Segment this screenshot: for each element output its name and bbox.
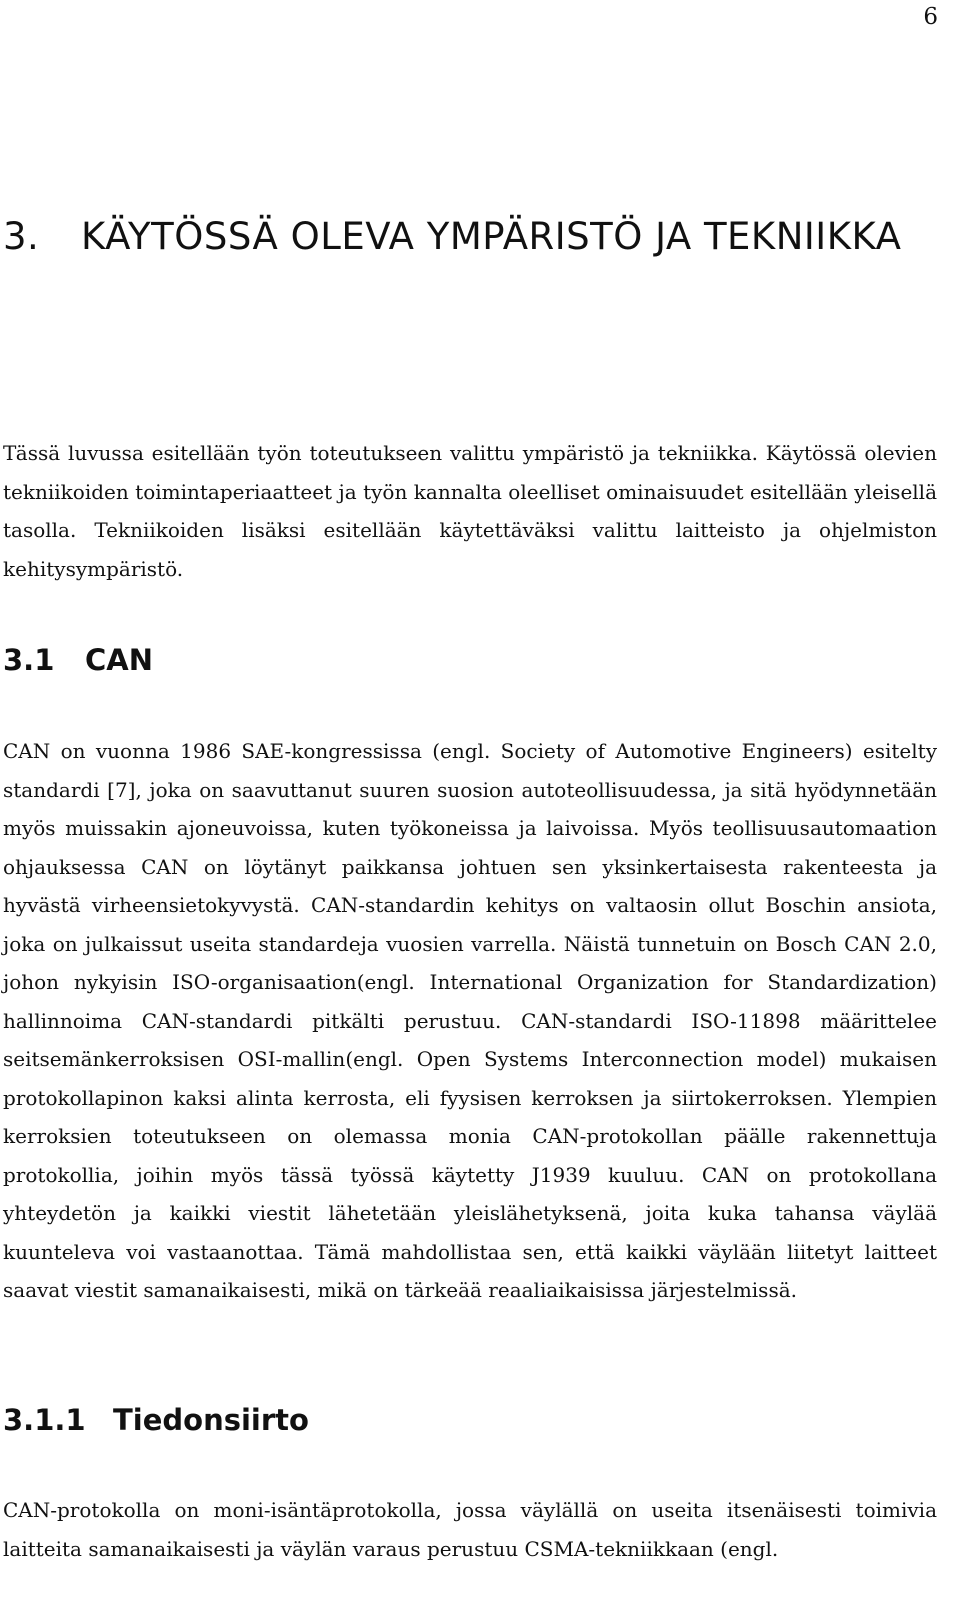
can-paragraph: CAN on vuonna 1986 SAE-kongressissa (engl. Society of Automotive Engineers) esitelty standardi [7], joka on saavuttanut suuren suosion autoteollisuudessa, ja sitä hyödynnetään myös muissakin ajoneuvoissa, kuten työkoneissa ja laivoissa. Myös teollisuusautomaation ohjauksessa CAN on löytänyt paikkansa johtuen sen yksinkertaisesta rakenteesta ja hyvästä virheensietokyvystä. CAN-standardin kehitys on valtaosin ollut Boschin ansiota, joka on julkaissut useita standardeja vuosien varrella. Näistä tunnetuin on Bosch CAN 2.0, johon nykyisin ISO-organisaation(engl. International Organization for Standardization) hallinnoima CAN-standardi pitkälti perustuu. CAN-standardi ISO-11898 määrittelee seitsemänkerroksisen OSI-mallin(engl. Open Systems Interconnection model) mukaisen protokollapinon kaksi alinta kerrosta, eli fyysisen kerroksen ja siirtokerroksen. Ylempien kerroksien toteutukseen on olemassa monia CAN-protokollan päälle rakennettuja protokollia, joihin myös tässä työssä käytetty J1939 kuuluu. CAN on protokollana yhteydetön ja kaikki viestit lähetetään yleislähetyksenä, joita kuka tahansa väylää kuunteleva voi vastaanottaa. Tämä mahdollistaa sen, että kaikki väylään liitetyt laitteet saavat viestit samanaikaisesti, mikä on tärkeää reaaliaikaisissa järjestelmissä. (3, 739, 937, 1302)
section-heading-can (3, 642, 153, 678)
section-title: CAN (85, 643, 153, 677)
page-number: 6 (923, 4, 938, 30)
subsection-heading-tiedonsiirto (3, 1402, 309, 1438)
chapter-number: 3. (3, 215, 40, 258)
subsection-title: Tiedonsiirto (113, 1403, 309, 1437)
chapter-title-text: KÄYTÖSSÄ OLEVA YMPÄRISTÖ JA TEKNIIKKA (81, 215, 902, 258)
subsection-number: 3.1.1 (3, 1403, 86, 1437)
chapter-title (3, 208, 923, 266)
tiedonsiirto-paragraph: CAN-protokolla on moni-isäntäprotokolla, jossa väylällä on useita itsenäisesti toimivia laitteita samanaikaisesti ja väylän varaus perustuu CSMA-tekniikkaan (engl. (3, 1498, 937, 1561)
section-number: 3.1 (3, 643, 55, 677)
intro-paragraph: Tässä luvussa esitellään työn toteutukseen valittu ympäristö ja tekniikka. Käytössä olevien tekniikoiden toimintaperiaatteet ja työn kannalta oleelliset ominaisuudet esitellään yleisellä tasolla. Tekniikoiden lisäksi esitellään käytettäväksi valittu laitteisto ja ohjelmiston kehitysympäristö. (3, 441, 937, 581)
